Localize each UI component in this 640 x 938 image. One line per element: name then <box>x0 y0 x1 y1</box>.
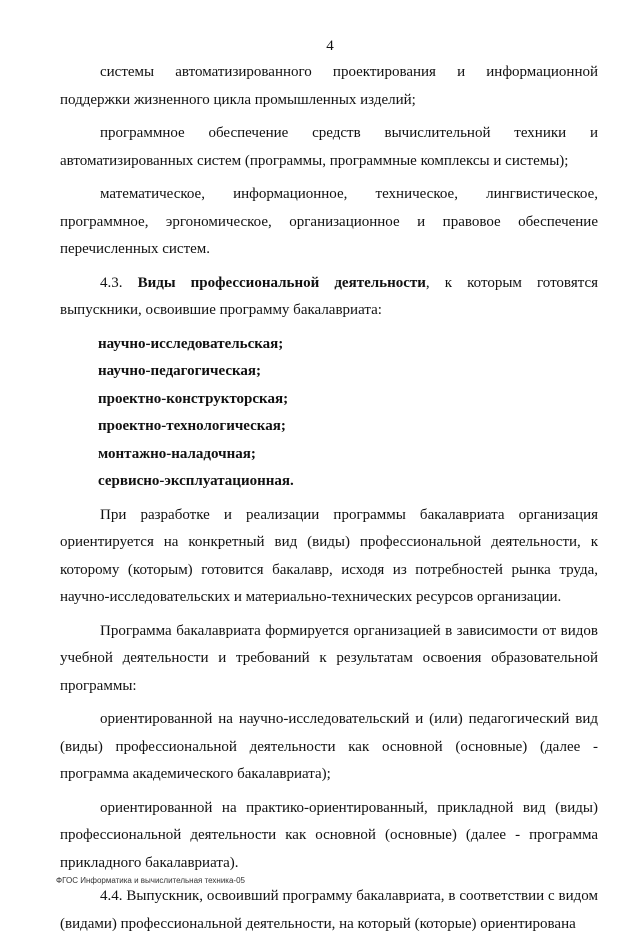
paragraph-applied-bachelor: ориентированной на практико-ориентированный, прикладной вид (виды) профессиональной деятельности как основной (основные) (далее - программа прикладного бакалавриата). <box>60 799 598 871</box>
section-number: 4.3. <box>100 274 123 291</box>
page-number: 4 <box>326 38 334 54</box>
paragraph-cad-systems: системы автоматизированного проектирования и информационной поддержки жизненного цикла промышленных изделий; <box>60 64 598 108</box>
paragraph-program-development: При разработке и реализации программы бакалавриата организация ориентируется на конкретный вид (виды) профессиональной деятельности, к которому (которым) готовится бакалавр, исходя из потребностей рынка труда, научно-исследовательских и материально-технических ресурсов организации. <box>60 506 598 605</box>
paragraph-program-formation: Программа бакалавриата формируется организацией в зависимости от видов учебной деятельности и требований к результатам освоения образовательной программы: <box>60 622 598 694</box>
section-rest-text: , к которым готовятся выпускники, освоившие программу бакалавриата: <box>60 274 599 318</box>
activity-type-item: сервисно-эксплуатационная. <box>98 473 294 489</box>
activity-type-item: научно-педагогическая; <box>98 363 262 379</box>
activity-type-item: проектно-технологическая; <box>98 418 286 434</box>
paragraph-academic-bachelor: ориентированной на научно-исследовательский и (или) педагогический вид (виды) профессиональной деятельности как основной (основные) (далее - программа академического бакалавриата); <box>60 711 598 782</box>
activity-type-item: проектно-конструкторская; <box>98 390 289 407</box>
activity-type-item: научно-исследовательская; <box>98 335 284 352</box>
paragraph-support-types: математическое, информационное, техническое, лингвистическое, программное, эргономическое, организационное и правовое обеспечение перечисленных систем. <box>60 186 598 257</box>
activity-type-item: монтажно-наладочная; <box>98 445 256 462</box>
document-body <box>60 59 598 938</box>
section-4-3-heading <box>60 270 598 325</box>
paragraph-software: программное обеспечение средств вычислительной техники и автоматизированных систем (программы, программные комплексы и системы); <box>60 125 598 169</box>
paragraph-4-4: 4.4. Выпускник, освоивший программу бакалавриата, в соответствии с видом (видами) профессиональной деятельности, на который (которые) ориентирована <box>60 888 598 932</box>
footer-standard-label: ФГОС Информатика и вычислительная техника-05 <box>56 876 245 885</box>
section-bold-text: Виды профессиональной деятельности <box>137 274 426 291</box>
